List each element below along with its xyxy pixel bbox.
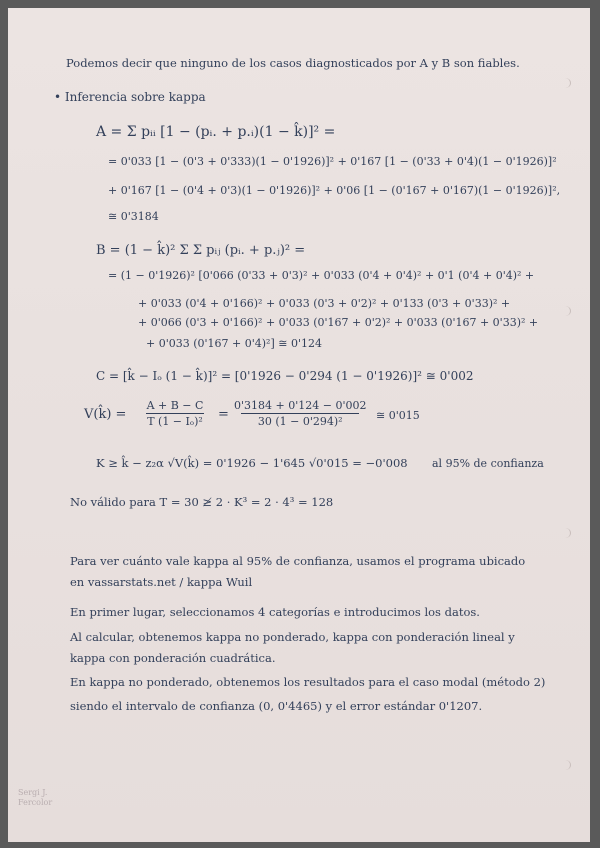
faded-margin-note-line-1: Sergi J. [18, 788, 48, 797]
faded-margin-note-line-2: Fercolor [18, 797, 53, 807]
formula-b-line3: + 0'066 (0'3 + 0'166)² + 0'033 (0'167 + 0'2)² + 0'033 (0'167 + 0'33)² + [138, 316, 539, 329]
punch-hole-mark [560, 760, 571, 770]
formula-a-line1: = 0'033 [1 − (0'3 + 0'333)(1 − 0'1926)]² + 0'167 [1 − (0'33 + 0'4)(1 − 0'1926)]² [108, 155, 557, 168]
paragraph-line-7: siendo el intervalo de confianza (0, 0'4465) y el error estándar 0'1207. [70, 699, 483, 713]
scanned-page [8, 8, 590, 842]
formula-b-def: B = (1 − k̂)² Σ Σ pᵢⱼ (pᵢ. + p.ⱼ)² = [96, 243, 306, 258]
formula-v-frac1 [146, 400, 204, 427]
punch-hole-mark [560, 306, 571, 316]
paragraph-line-3: En primer lugar, seleccionamos 4 categorías e introducimos los datos. [70, 605, 480, 619]
paragraph-line-4: Al calcular, obtenemos kappa no ponderado, kappa con ponderación lineal y [70, 630, 515, 644]
punch-hole-mark [560, 528, 571, 538]
paragraph-line-1: Para ver cuánto vale kappa al 95% de confianza, usamos el programa ubicado [70, 554, 526, 568]
formula-v-result: ≅ 0'015 [376, 409, 420, 422]
section-heading: • Inferencia sobre kappa [54, 90, 206, 104]
punch-hole-mark [560, 78, 571, 88]
formula-v-label: V(k̂) = [84, 407, 127, 422]
formula-k: K ≥ k̂ − z₂α √V(k̂) = 0'1926 − 1'645 √0'015 = −0'008 [96, 456, 408, 470]
formula-a-def: A = Σ pᵢᵢ [1 − (pᵢ. + p.ᵢ)(1 − k̂)]² = [96, 124, 336, 140]
formula-v-num1: A + B − C [146, 399, 204, 412]
paragraph-line-2: en vassarstats.net / kappa Wuil [70, 575, 253, 589]
formula-v-den1: T (1 − Iₒ)² [147, 415, 203, 428]
formula-k-confidence: al 95% de confianza [432, 457, 544, 470]
formula-v-den2: 30 (1 − 0'294)² [257, 415, 343, 428]
validity-note: No válido para T = 30 ≱ 2 · K³ = 2 · 4³ = 128 [70, 495, 334, 509]
formula-b-line2: + 0'033 (0'4 + 0'166)² + 0'033 (0'3 + 0'2)² + 0'133 (0'3 + 0'33)² + [138, 297, 511, 310]
formula-c: C = [k̂ − Iₒ (1 − k̂)]² = [0'1926 − 0'294 (1 − 0'1926)]² ≅ 0'002 [96, 369, 474, 383]
paragraph-line-6: En kappa no ponderado, obtenemos los resultados para el caso modal (método 2) [70, 675, 546, 689]
formula-b-line4: + 0'033 (0'167 + 0'4)²] ≅ 0'124 [146, 337, 322, 350]
paragraph-line-5: kappa con ponderación cuadrática. [70, 651, 276, 665]
formula-b-line1: = (1 − 0'1926)² [0'066 (0'33 + 0'3)² + 0'033 (0'4 + 0'4)² + 0'1 (0'4 + 0'4)² + [108, 269, 535, 282]
faded-margin-note [18, 788, 52, 807]
formula-a-result: ≅ 0'3184 [108, 210, 159, 223]
formula-v-num2: 0'3184 + 0'124 − 0'002 [234, 399, 367, 412]
formula-a-line2: + 0'167 [1 − (0'4 + 0'3)(1 − 0'1926)]² + 0'06 [1 − (0'167 + 0'167)(1 − 0'1926)]², [108, 184, 561, 197]
formula-v-equals: = [218, 407, 229, 422]
formula-v-frac2 [234, 400, 366, 427]
intro-line: Podemos decir que ninguno de los casos diagnosticados por A y B son fiables. [66, 56, 520, 70]
